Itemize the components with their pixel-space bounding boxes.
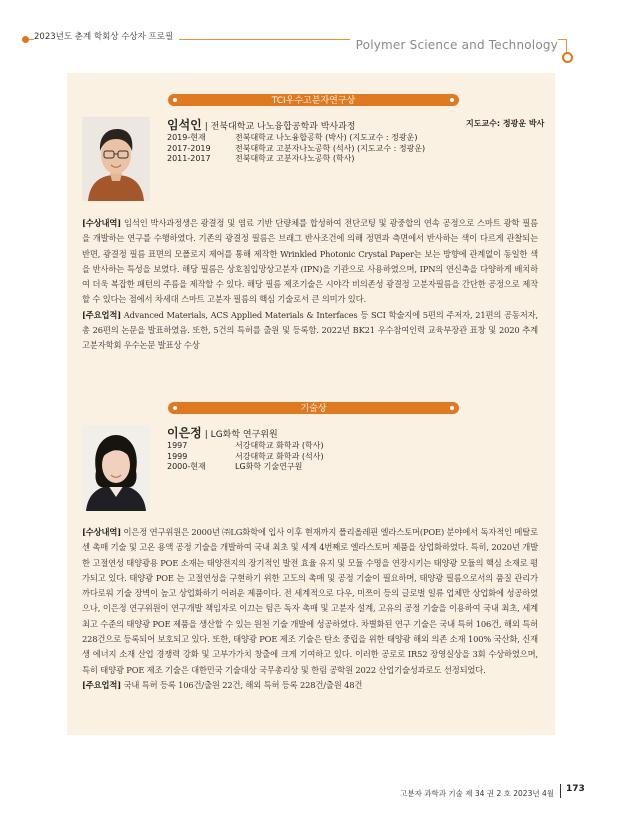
- header-ring-icon: [562, 52, 573, 63]
- header-section-title: 2023년도 춘계 학회상 수상자 프로필: [34, 30, 179, 42]
- career-row: 2011-2017 전북대학교 고분자나노공학 (학사): [167, 154, 355, 164]
- header-connector: [566, 39, 567, 53]
- profile-name-2: 이은정: [167, 426, 202, 440]
- profile-name-1: 임석인: [167, 118, 202, 132]
- section2-title-bar: [168, 402, 459, 414]
- career-row: 1999 서강대학교 화학과 (석사): [167, 451, 324, 461]
- career-list-1: [167, 133, 425, 165]
- career-row: 1997 서강대학교 화학과 (학사): [167, 441, 324, 450]
- footer-separator: [560, 784, 561, 798]
- profile-affiliation-1: | 전북대학교 나노융합공학과 박사과정: [204, 122, 356, 132]
- award-paragraph-1: [수상내역] 임석인 박사과정생은 광결정 및 염료 기반 단량체를 합성하여 전단코팅 및 광중합의 연속 공정으로 스마트 광학 필름을 개발하는 연구를 수행하였다. 기존의 광결정 필름은 브래그 반사조건에 의해 정면과 측면에서 반사하는 색이 다르게 관찰되는 반면, 광결정 필름 표면의 모폴로지 제어를 통해 제작한 Wrinkled Photonic Crystal Paper는 보는 방향에 관계없이 동일한 색을 반사하는 특성을 보였다. 해당 필름은 상호침입망상고분자 (IPN)을 기관으로 사용하였으며, IPN의 연신축을 다양하게 배치하여 더욱 복잡한 패턴의 주름을 제작할 수 있다. 해당 필름 제조기술은 시야각 비의존성 광결정 고분자필름을 간단한 공정으로 제작할 수 있다는 점에서 차세대 스마트 고분자 필름의 핵심 기술로서 큰 의미가 있다.: [82, 218, 538, 305]
- page-header: [0, 0, 622, 60]
- bullet-icon: [450, 406, 454, 410]
- section2-title: 기술상: [300, 404, 327, 414]
- career-row: 2019-현재 전북대학교 나노융합공학 (박사) (지도교수 : 정광운): [167, 133, 418, 142]
- section1-title: TCI우수고분자연구상: [271, 96, 356, 106]
- profile-affiliation-2: | LG화학 연구위원: [204, 430, 278, 440]
- achievements-paragraph-2: [주요업적] 국내 특허 등록 106건/출원 22건, 해외 특허 등록 228건/출원 48건: [82, 679, 363, 690]
- profile-name-line-2: [167, 424, 278, 441]
- section1-title-bar: [168, 94, 459, 106]
- header-dot: [22, 36, 29, 43]
- profile-name-line-1: [167, 116, 356, 133]
- page-number: 173: [566, 784, 585, 794]
- section2-body: [82, 525, 538, 693]
- profile-photo-1: [82, 117, 150, 201]
- header-journal-title: Polymer Science and Technology: [350, 38, 558, 52]
- career-row: 2017-2019 전북대학교 고분자나노공학 (석사) (지도교수 : 정광운): [167, 143, 426, 153]
- career-list-2: [167, 441, 324, 473]
- advisor-label: 지도교수: 정광운 박사: [466, 119, 545, 128]
- career-row: 2000-현재 LG화학 기술연구원: [167, 462, 303, 472]
- section1-body: [82, 216, 538, 354]
- bullet-icon: [450, 98, 454, 102]
- profile-photo-2: [82, 425, 150, 511]
- achievements-paragraph-1: [주요업적] Advanced Materials, ACS Applied Materials & Interfaces 등 SCI 학술지에 5편의 주저자, 21편의 공동저자, 총 26편의 논문을 발표하였음. 또한, 5건의 특허를 출원 및 등록함. 2022년 BK21 우수참여인력 교육부장관 표창 및 2020 추계 고분자학회 우수논문 발표상 수상: [82, 309, 538, 351]
- award-paragraph-2: [수상내역] 이은정 연구위원은 2000년 ㈜LG화학에 입사 이후 현재까지 폴리올레핀 엘라스토머(POE) 분야에서 독자적인 메탈로센 촉매 기술 및 고온 용액 공정 기술을 개발하여 국내 최초 및 세계 4번째로 엘라스토머 제품을 상업화하였다. 특히, 2020년 개발한 고절연성 태양광용 POE 소재는 태양전지의 장기적인 발전 효율 유지 및 모듈 수명을 연장시키는 태양광 모듈의 핵심 소재로 평가되고 있다. 태양광 POE 는 고절연성을 구현하기 위한 고도의 촉매 및 공정 기술이 필요하며, 태양광 필름으로서의 품질 관리가 까다로워 기술 장벽이 높고 상업화하기 어려운 제품이다. 전 세계적으로 다우, 미쯔이 등의 글로벌 일류 업체만 상업화에 성공하였으나, 이은정 연구위원이 연구개발 책임자로 이끄는 팀은 독자 촉매 및 고분자 설계, 고유의 공정 기술을 이용하여 국내 최초, 세계 최고 수준의 태양광 POE 제품을 생산할 수 있는 원천 기술 개발에 성공하였다. 차별화된 연구 기술은 국내 특허 106건, 해외 특허 228건으로 등록되어 보호되고 있다. 또한, 태양광 POE 제조 기술은 탄소 중립을 위한 태양광 해외 의존 소재 100% 국산화, 신재생 에너지 소재 산업 경쟁력 강화 및 고부가가치 창출에 크게 기여하고 있다. 이러한 공로로 IR52 장영실상을 3회 수상하였으며, 특히 태양광 POE 제조 기술은 대한민국 기술대상 국무총리상 및 한림 공학원 2022 산업기술성과로도 선정되었다.: [82, 527, 539, 675]
- footer-journal: 고분자 과학과 기술 제 34 권 2 호 2023년 4월: [400, 789, 554, 798]
